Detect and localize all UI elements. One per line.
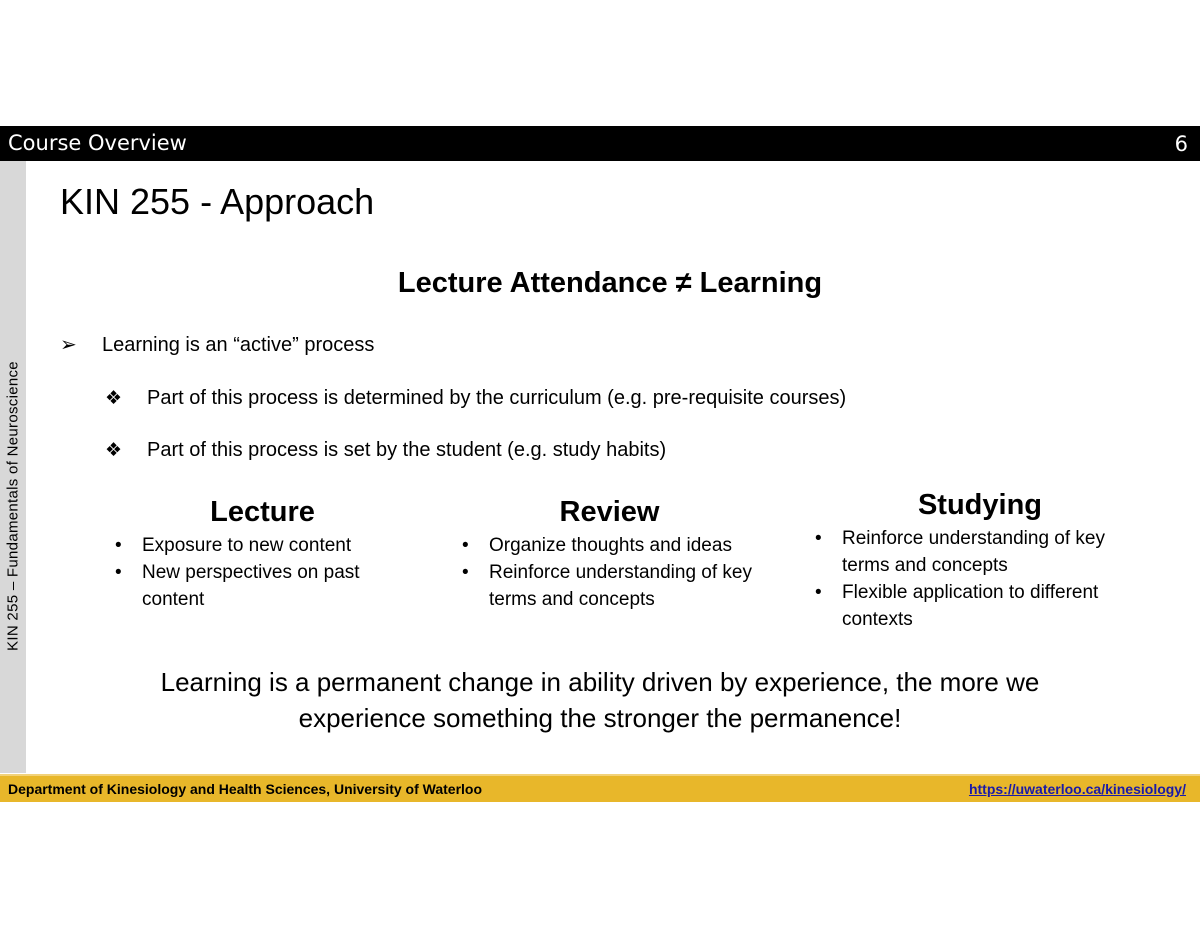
bullet-dot-icon: • xyxy=(115,562,122,583)
closing-statement: Learning is a permanent change in ability driven by experience, the more we experience something the stronger the permanence! xyxy=(160,667,1040,733)
bullet-dot-icon: • xyxy=(815,582,822,603)
column-title: Lecture xyxy=(210,496,315,528)
column-studying xyxy=(815,487,1145,633)
column-review xyxy=(462,494,762,613)
header-bar xyxy=(0,126,1200,161)
column-lecture xyxy=(115,494,415,613)
bullet-dot-icon: • xyxy=(115,535,122,556)
diamond-bullet-icon: ❖ xyxy=(105,388,123,409)
page-number: 6 xyxy=(1174,132,1188,156)
main-bullet xyxy=(60,332,374,358)
list-item: • Reinforce understanding of key terms and concepts xyxy=(815,525,1145,579)
course-label: KIN 255 – Fundamentals of Neuroscience xyxy=(4,361,22,651)
column-list xyxy=(815,525,1145,633)
department-label: Department of Kinesiology and Health Sciences, University of Waterloo xyxy=(8,781,483,797)
list-item: • Flexible application to different contexts xyxy=(815,579,1145,633)
bullet-dot-icon: • xyxy=(462,535,469,556)
column-title: Review xyxy=(559,496,660,528)
sub-bullet-text: Part of this process is set by the student (e.g. study habits) xyxy=(147,439,667,461)
bullet-dot-icon: • xyxy=(815,528,822,549)
footer-bar xyxy=(0,774,1200,802)
main-bullet-text: Learning is an “active” process xyxy=(102,334,375,356)
arrow-bullet-icon: ➢ xyxy=(60,334,77,356)
sub-bullet-text: Part of this process is determined by the curriculum (e.g. pre-requisite courses) xyxy=(147,387,847,409)
kinesiology-link[interactable]: https://uwaterloo.ca/kinesiology/ xyxy=(968,781,1186,797)
column-list xyxy=(115,532,415,613)
slide-subtitle: Lecture Attendance ≠ Learning xyxy=(397,267,823,299)
bullet-dot-icon: • xyxy=(462,562,469,583)
side-band xyxy=(0,161,26,773)
list-item: • New perspectives on past content xyxy=(115,559,415,613)
diamond-bullet-icon: ❖ xyxy=(105,440,123,461)
slide xyxy=(0,126,1200,802)
column-list xyxy=(462,532,762,613)
sub-bullet xyxy=(105,437,666,464)
section-title: Course Overview xyxy=(8,131,187,155)
sub-bullet xyxy=(105,385,846,412)
slide-title: KIN 255 - Approach xyxy=(60,181,375,222)
list-item: • Organize thoughts and ideas xyxy=(462,532,762,559)
column-title: Studying xyxy=(917,489,1043,521)
list-item: • Exposure to new content xyxy=(115,532,415,559)
list-item: • Reinforce understanding of key terms and concepts xyxy=(462,559,762,613)
